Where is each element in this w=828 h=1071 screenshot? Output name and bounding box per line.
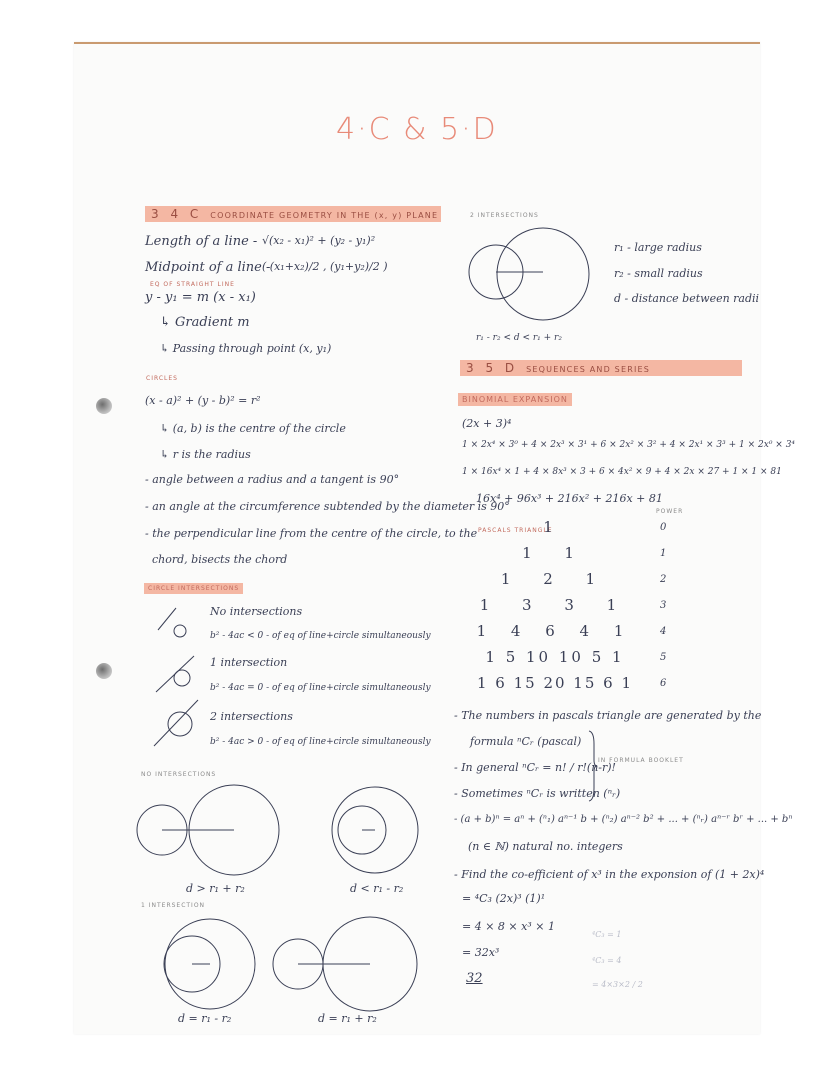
circle-pair-diagrams [130,778,430,1018]
coefficient-question: - Find the co-efficient of x³ in the exponsion of (1 + 2x)⁴ [454,868,765,881]
one-intersection-eq: b² - 4ac = 0 - of eq of line+circle simultaneously [210,683,431,693]
condition-separate: d > r₁ + r₂ [186,882,245,895]
binomial-general-expansion: - (a + b)ⁿ = aⁿ + (ⁿ₁) aⁿ⁻¹ b + (ⁿ₂) aⁿ⁻² b² + ... + (ⁿᵣ) aⁿ⁻ʳ bʳ + ... + bⁿ [454,814,793,825]
faint-note-1: ⁴C₃ = 1 [592,930,622,939]
power-value: 3 [660,600,667,611]
diameter-fact: - an angle at the circumference subtended by the diameter is 90° [145,500,510,513]
legend-large-radius: r₁ - large radius [614,241,702,254]
power-value: 6 [660,678,667,689]
legend-small-radius: r₂ - small radius [614,267,703,280]
sometimes-note: - Sometimes ⁿCᵣ is written (ⁿᵣ) [454,787,621,800]
no-intersections-caption: NO INTERSECTIONS [141,771,217,778]
banner-text: COORDINATE GEOMETRY IN THE (x, y) PLANE [210,211,439,220]
midpoint-formula: ( (x₁+x₂)/2 , (y₁+y₂)/2 ) [262,260,388,273]
pascals-triangle [460,518,650,698]
answer: 32 [466,971,483,986]
punch-hole-bottom [96,663,112,679]
banner-number-right: 3 5 D [466,361,519,375]
expansion-row-2: 1 × 16x⁴ × 1 + 4 × 8x³ × 3 + 6 × 4x² × 9 + 4 × 2x × 27 + 1 × 1 × 81 [462,467,782,477]
banner-text-right: SEQUENCES AND SERIES [526,365,651,374]
pascal-row: 1 2 1 [500,570,610,588]
perpendicular-fact: - the perpendicular line from the centre of the circle, to the [145,527,478,540]
midpoint-label: Midpoint of a line - [145,260,271,275]
radius-note: ↳ r is the radius [160,448,251,461]
pascal-row: 1 1 [522,544,588,562]
faint-note-2: ⁴C₃ = 4 [592,956,622,965]
coordinate-geometry-banner [145,206,441,222]
pascal-row: 1 [543,518,567,536]
power-label: POWER [656,508,684,515]
circle-equation: (x - a)² + (y - b)² = r² [145,394,261,407]
sequences-series-banner [460,360,742,376]
line-circle-sketches [150,600,210,750]
power-value: 5 [660,652,667,663]
pascal-formula: formula ⁿCᵣ (pascal) [470,735,582,748]
formula-booklet-note: IN FORMULA BOOKLET [598,757,684,764]
expansion-row-1: 1 × 2x⁴ × 3⁰ + 4 × 2x³ × 3¹ + 6 × 2x² × 3² + 4 × 2x¹ × 3³ + 1 × 2x⁰ × 3⁴ [462,440,796,450]
power-value: 1 [660,548,667,559]
straight-line-caption: EQ OF STRAIGHT LINE [150,281,235,288]
punch-hole-top [96,398,112,414]
condition-internal-touch: d = r₁ - r₂ [178,1012,232,1025]
pascal-row: 1 4 6 4 1 [476,622,634,640]
power-value: 4 [660,626,667,637]
general-formula: - In general ⁿCᵣ = n! / r!(n-r)! [454,761,616,774]
no-intersection-eq: b² - 4ac < 0 - of eq of line+circle simultaneously [210,631,431,641]
condition-external-touch: d = r₁ + r₂ [318,1012,377,1025]
gradient-note: ↳ Gradient m [160,315,250,330]
pascal-note: - The numbers in pascals triangle are generated by the [454,709,762,722]
pascals-triangle-label: PASCALS TRIANGLE [478,527,553,534]
working-step-2: = 4 × 8 × x³ × 1 [462,920,555,933]
condition-inside: d < r₁ - r₂ [350,882,404,895]
working-step-3: = 32x³ [462,946,500,959]
banner-number: 3 4 C [151,207,203,221]
pascal-row: 1 6 15 20 15 6 1 [476,674,634,692]
circles-heading: CIRCLES [146,375,178,382]
two-intersections-caption: 2 INTERSECTIONS [470,212,539,219]
natural-number-note: (n ∈ ℕ) natural no. integers [468,840,623,853]
pascal-row: 1 5 10 10 5 1 [485,648,625,666]
tangent-fact: - angle between a radius and a tangent is 90° [145,473,400,486]
perpendicular-fact-cont: chord, bisects the chord [152,553,288,566]
faint-note-3: = 4×3×2 / 2 [592,980,643,989]
one-intersection-caption: 1 INTERSECTION [141,902,206,909]
length-formula: √(x₂ - x₁)² + (y₂ - y₁)² [262,234,376,247]
overlapping-circles-diagram [468,226,608,326]
pascal-row: 1 3 3 1 [479,596,631,614]
binomial-expression: (2x + 3)⁴ [462,417,512,430]
line-equation: y - y₁ = m (x - x₁) [145,290,256,305]
no-intersection-label: No intersections [210,605,303,618]
two-intersection-label: 2 intersections [210,710,293,723]
one-intersection-label: 1 intersection [210,656,288,669]
power-value: 2 [660,574,667,585]
circle-intersections-heading: CIRCLE INTERSECTIONS [144,583,243,594]
working-step-1: = ⁴C₃ (2x)³ (1)¹ [462,892,546,905]
length-label: Length of a line - [145,234,258,249]
legend-distance: d - distance between radii [614,292,760,305]
power-value: 0 [660,522,667,533]
two-intersection-eq: b² - 4ac > 0 - of eq of line+circle simultaneously [210,737,431,747]
binomial-heading: BINOMIAL EXPANSION [458,393,572,406]
centre-note: ↳ (a, b) is the centre of the circle [160,422,346,435]
expansion-result: 16x⁴ + 96x³ + 216x² + 216x + 81 [476,492,663,505]
page-title: 4·C & 5·D [336,112,498,147]
passing-note: ↳ Passing through point (x, y₁) [160,342,332,355]
two-intersection-inequality: r₁ - r₂ < d < r₁ + r₂ [476,333,562,343]
